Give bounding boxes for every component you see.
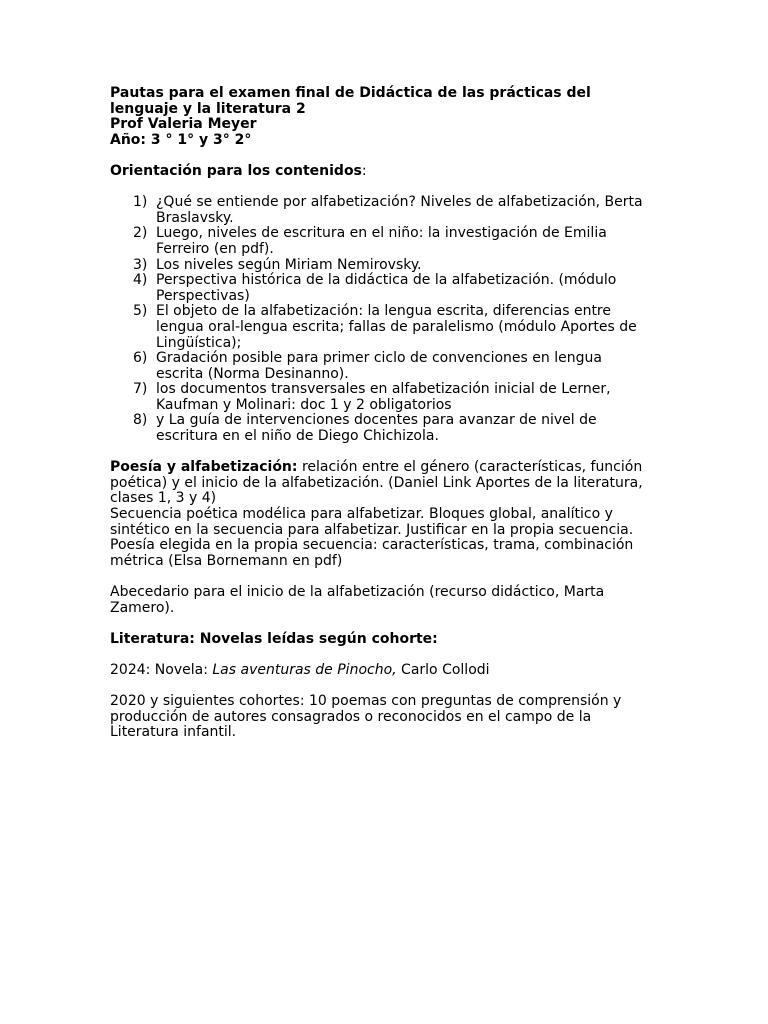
poetry-text: poética) y el inicio de la alfabetización. (Daniel Link Aportes de la literatura, (110, 474, 643, 491)
novel-line (110, 663, 670, 679)
list-item-text: los documentos transversales en alfabetización inicial de Lerner, (156, 381, 611, 398)
spacer (110, 180, 670, 196)
title-line-2: lenguaje y la literatura 2 (110, 100, 306, 117)
novel-author: Carlo Collodi (396, 661, 490, 678)
list-item-number: 8) (133, 412, 148, 429)
poetry-heading: Poesía y alfabetización: (110, 459, 298, 476)
list-item-text: lengua oral-lengua escrita; fallas de paralelismo (módulo Aportes de (156, 318, 637, 335)
list-item-number: 3) (133, 256, 148, 273)
abecedario-section (110, 585, 670, 616)
novel-prefix: 2024: Novela: (110, 661, 213, 678)
poetry-first-line (110, 460, 670, 476)
list-item-number: 6) (133, 350, 148, 367)
orientation-heading-line (110, 164, 670, 180)
poetry-section (110, 460, 670, 569)
poetry-text: clases 1, 3 y 4) (110, 490, 217, 507)
list-item-text: Kaufman y Molinari: doc 1 y 2 obligatorios (156, 396, 452, 413)
novel-title: Las aventuras de Pinocho, (212, 661, 397, 678)
cohort-text: producción de autores consagrados o reconocidos en el campo de la (110, 708, 592, 725)
professor-name: Prof Valeria Meyer (110, 116, 257, 133)
list-item-text: Braslavsky. (156, 209, 234, 226)
list-item-text: escritura en el niño de Diego Chichizola. (156, 428, 439, 445)
poetry-text: sintético en la secuencia para alfabetizar. Justificar en la propia secuencia. (110, 521, 634, 538)
list-item-text: Ferreiro (en pdf). (156, 240, 274, 257)
cohort-text: 2020 y siguientes cohortes: 10 poemas con preguntas de comprensión y (110, 693, 622, 710)
cohort-text: Literatura infantil. (110, 724, 237, 741)
list-item-number: 2) (133, 225, 148, 242)
list-item-text: Los niveles según Miriam Nemirovsky. (156, 256, 422, 273)
poetry-text: relación entre el género (características, función (297, 459, 643, 476)
poetry-text: Poesía elegida en la propia secuencia: características, trama, combinación (110, 537, 634, 554)
list-item-number: 4) (133, 272, 148, 289)
list-item (110, 304, 670, 351)
year-info: Año: 3 ° 1° y 3° 2° (110, 131, 252, 148)
list-item (110, 258, 670, 274)
list-item-number: 5) (133, 303, 148, 320)
contents-list (110, 195, 670, 445)
list-item-text: y La guía de intervenciones docentes para avanzar de nivel de (156, 412, 597, 429)
list-item-text: ¿Qué se entiende por alfabetización? Niveles de alfabetización, Berta (156, 194, 643, 211)
list-item (110, 195, 670, 226)
title-line-1: Pautas para el examen final de Didáctica de las prácticas del (110, 85, 591, 101)
abecedario-text: Zamero). (110, 599, 175, 616)
spacer (110, 679, 670, 695)
poetry-text: Secuencia poética modélica para alfabetizar. Bloques global, analítico y (110, 506, 613, 523)
list-item-text: El objeto de la alfabetización: la lengua escrita, diferencias entre (156, 303, 611, 320)
document-body (110, 86, 670, 741)
list-item-text: Lingüística); (156, 334, 242, 351)
list-item-text: Luego, niveles de escritura en el niño: la investigación de Emilia (156, 225, 607, 242)
orientation-heading-suffix: : (361, 162, 367, 179)
list-item (110, 413, 670, 444)
list-item-text: Gradación posible para primer ciclo de convenciones en lengua (156, 350, 602, 367)
cohort-section (110, 694, 670, 741)
abecedario-text: Abecedario para el inicio de la alfabetización (recurso didáctico, Marta (110, 584, 605, 600)
list-item (110, 351, 670, 382)
spacer (110, 647, 670, 663)
literature-heading: Literatura: Novelas leídas según cohorte: (110, 630, 438, 647)
spacer (110, 569, 670, 585)
list-item-text: Perspectiva histórica de la didáctica de la alfabetización. (módulo (156, 272, 617, 289)
poetry-text: métrica (Elsa Bornemann en pdf) (110, 552, 343, 569)
spacer (110, 148, 670, 164)
document-header (110, 86, 670, 148)
list-item-number: 1) (133, 194, 148, 211)
spacer (110, 616, 670, 632)
list-item (110, 226, 670, 257)
list-item (110, 273, 670, 304)
list-item (110, 382, 670, 413)
list-item-number: 7) (133, 381, 148, 398)
orientation-heading: Orientación para los contenidos (110, 162, 362, 179)
list-item-text: escrita (Norma Desinanno). (156, 365, 349, 382)
spacer (110, 445, 670, 461)
list-item-text: Perspectivas) (156, 287, 250, 304)
